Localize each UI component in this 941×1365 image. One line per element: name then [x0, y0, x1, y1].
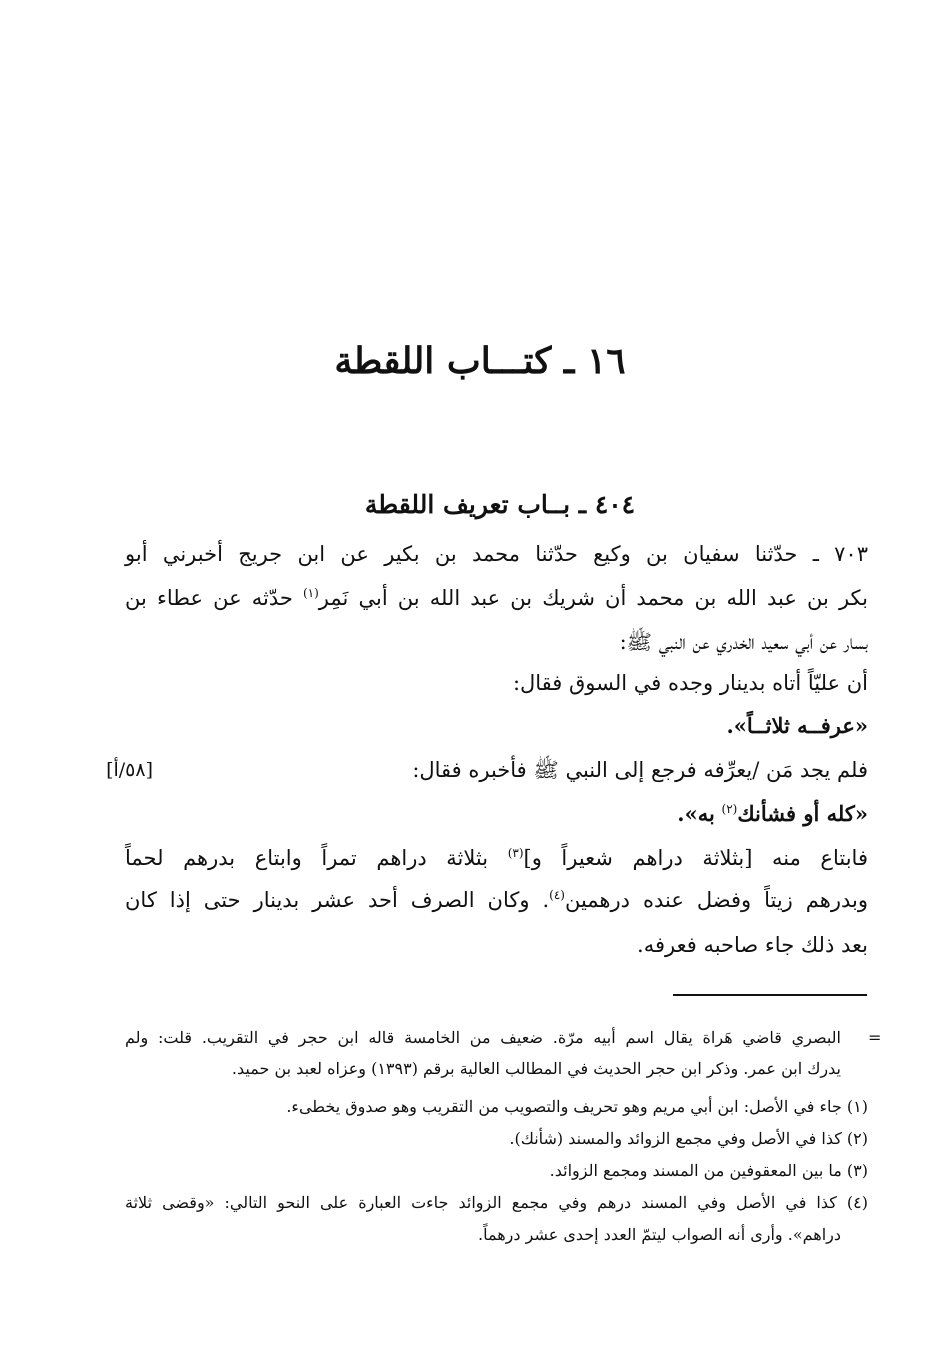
hadith-line-8	[125, 838, 868, 878]
footnote-4-continued: دراهم». وأرى أنه الصواب ليتمّ العدد إحدى عشر درهماً.	[478, 1225, 841, 1244]
footnote-ref-3: (٣)	[507, 846, 524, 860]
footnote-ref-2: (٢)	[721, 802, 738, 816]
footnote-2: (٢) كذا في الأصل وفي مجمع الزوائد والمسند (شأنك).	[509, 1129, 868, 1148]
hadith-line-2-tail: حدّثه عن عطاء بن	[125, 586, 293, 610]
hadith-line-7	[677, 794, 868, 834]
hadith-line-3: بسار عن أبي سعيد الخدري عن النبي ﷺ:	[619, 630, 868, 654]
hadith-line-4: أن عليّاً أتاه بدينار وجده في السوق فقال:	[512, 671, 868, 695]
footnote-divider	[673, 994, 867, 996]
footnote-1: (١) جاء في الأصل: ابن أبي مريم وهو تحريف والتصويب من التقريب وهو صدوق يخطىء.	[286, 1097, 868, 1116]
hadith-line-9-text: وبدرهم زيتاً وفضل عنده درهمين	[564, 888, 868, 912]
footnote-3: (٣) ما بين المعقوفين من المسند ومجمع الزوائد.	[549, 1161, 868, 1180]
footnote-ref-1: (١)	[302, 586, 319, 600]
hadith-line-7-text: «كله أو فشأنك	[737, 801, 868, 826]
section-title: ٤٠٤ ـ بــاب تعريف اللقطة	[364, 490, 636, 519]
hadith-line-9-tail: . وكان الصرف أحد عشر بدينار حتى إذا كان	[125, 888, 550, 912]
hadith-line-10: بعد ذلك جاء صاحبه فعرفه.	[637, 933, 868, 957]
hadith-line-8-text: فابتاع منه [بثلاثة دراهم شعيراً و]	[523, 846, 868, 870]
hadith-line-2-text: بكر بن عبد الله بن محمد أن شريك بن عبد الله بن أبي نَمِر	[318, 586, 868, 610]
hadith-line-5-prophet-saying: «عرفــه ثلاثــاً».	[726, 713, 868, 738]
footnote-continuation-line-2: يدرك ابن عمر. وذكر ابن حجر الحديث في المطالب العالية برقم (١٣٩٣) وعزاه لعبد بن حميد.	[231, 1059, 841, 1078]
footnote-4: (٤) كذا في الأصل وفي المسند درهم وفي مجمع الزوائد جاءت العبارة على النحو التالي: «وقضى ثلاثة	[125, 1193, 868, 1212]
manuscript-folio-ref: [٥٨/أ]	[106, 759, 153, 781]
chapter-title: ١٦ ـ كتـــاب اللقطة	[334, 340, 626, 382]
hadith-line-1: ٧٠٣ ـ حدّثنا سفيان بن وكيع حدّثنا محمد بن بكير عن ابن جريج أخبرني أبو	[125, 542, 868, 566]
footnote-ref-4: (٤)	[549, 888, 565, 902]
hadith-line-6: فلم يجد مَن /يعرِّفه فرجع إلى النبي ﷺ فأخبره فقال:	[412, 758, 868, 782]
hadith-line-9	[125, 880, 868, 920]
footnote-continuation-line-1: البصري قاضي هَراة يقال اسم أبيه مرّة. ضعيف من الخامسة قاله ابن حجر في التقريب. قلت: ولم	[125, 1028, 841, 1047]
footnote-continuation-mark: =	[868, 1028, 882, 1047]
hadith-line-8-tail: بثلاثة دراهم تمراً وابتاع بدرهم لحماً	[125, 846, 489, 870]
hadith-line-7-tail: به».	[677, 801, 715, 826]
hadith-line-2	[125, 578, 868, 618]
